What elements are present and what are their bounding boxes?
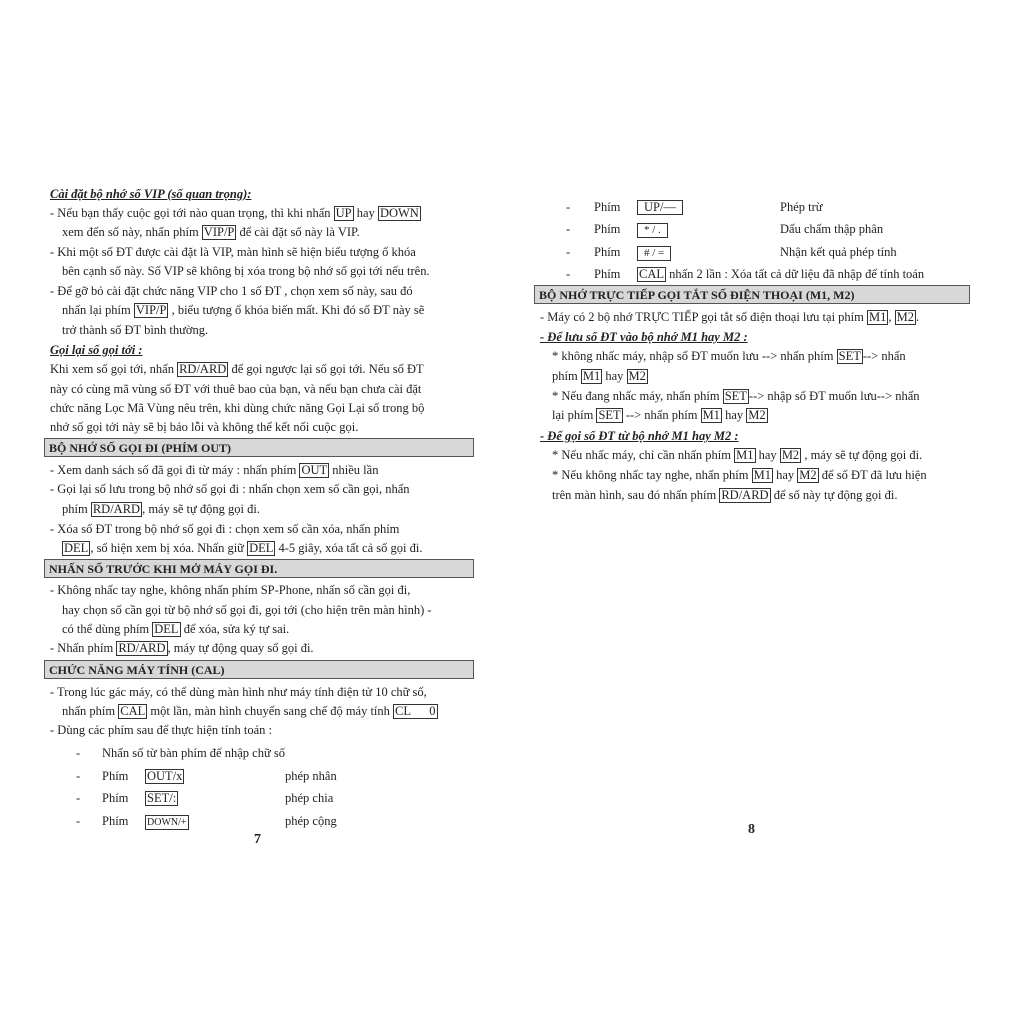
key-m2: M2 <box>781 448 800 462</box>
redial-line-1: Khi xem số gọi tới, nhấn RD/ARD để gọi ngược lại số gọi tới. Nếu số ĐT <box>50 362 424 376</box>
redial-line-3: chức năng Lọc Mã Vùng nêu trên, khi dùng chức năng Gọi Lại số trong bộ <box>50 401 425 415</box>
cal-line-4-dash: - <box>76 746 81 760</box>
mem-header: BỘ NHỚ TRỰC TIẾP GỌI TẮT SỐ ĐIỆN THOẠI (M1, M2) <box>534 285 970 304</box>
out-line-3: phím RD/ARD , máy sẽ tự động gọi đi. <box>62 502 260 516</box>
key-m2: M2 <box>896 310 914 324</box>
key-cal: CAL <box>639 267 664 281</box>
cal-header: CHỨC NĂNG MÁY TÍNH (CAL) <box>44 660 474 679</box>
key-m1: M1 <box>736 448 754 462</box>
vip-line-7: trở thành số ĐT bình thường. <box>62 323 209 337</box>
key-down-plus: DOWN/+ <box>147 817 187 828</box>
mem-line-5: lại phím SET --> nhấn phím M1 hay M2 <box>552 408 766 422</box>
key-rdard: RD/ARD <box>721 488 769 502</box>
vip-line-3: - Khi một số ĐT được cài đặt là VIP, màn hình sẽ hiện biểu tượng ổ khóa <box>50 245 416 259</box>
key-m1: M1 <box>702 408 720 422</box>
dial-line-3: có thể dùng phím DEL để xóa, sửa ký tự sai. <box>62 622 290 636</box>
out-line-4: - Xóa số ĐT trong bộ nhớ số gọi đi : chọn xem số cần xóa, nhấn phím <box>50 522 400 536</box>
redial-title: Gọi lại số gọi tới : <box>50 343 143 357</box>
mem-subtitle-save: - Để lưu số ĐT vào bộ nhớ M1 hay M2 : <box>540 330 748 344</box>
key-m2: M2 <box>748 408 766 422</box>
mem-line-7: * Nếu không nhấc tay nghe, nhấn phím M1 hay M2 để số ĐT đã lưu hiện <box>552 468 927 482</box>
key-rdard: RD/ARD <box>92 502 141 516</box>
key-m1: M1 <box>582 369 601 383</box>
key-m1: M1 <box>869 310 887 324</box>
key-del: DEL <box>64 541 89 555</box>
key-star: * / . <box>637 223 668 238</box>
mem-line-1: - Máy có 2 bộ nhớ TRỰC TIẾP gọi tắt số điện thoại lưu tại phím M1 , M2 . <box>540 310 920 324</box>
cal-line-1: - Trong lúc gác máy, có thể dùng màn hình như máy tính điện tử 10 chữ số, <box>50 685 427 699</box>
out-header: BỘ NHỚ SỐ GỌI ĐI (PHÍM OUT) <box>44 438 474 457</box>
key-set: SET <box>724 389 747 403</box>
vip-line-4: bên cạnh số này. Số VIP sẽ không bị xóa trong bộ nhớ số gọi tới nếu trên. <box>62 264 430 278</box>
mem-line-2: * không nhấc máy, nhập số ĐT muốn lưu --> nhấn phím SET --> nhấn <box>552 349 906 363</box>
cal-line-2: nhấn phím CAL một lần, màn hình chuyển sang chế độ máy tính CL 0 <box>62 704 436 718</box>
key-vip: VIP/P <box>135 303 167 317</box>
vip-line-6: nhấn lại phím VIP/P , biểu tượng ổ khóa biến mất. Khi đó số ĐT này sẽ <box>62 303 425 317</box>
dial-line-1: - Không nhấc tay nghe, không nhấn phím SP-Phone, nhấn số cần gọi đi, <box>50 583 411 597</box>
key-rdard: RD/ARD <box>118 641 166 655</box>
key-up: UP <box>335 206 352 220</box>
vip-line-1: - Nếu bạn thấy cuộc gọi tới nào quan trọng, thì khi nhấn UP hay DOWN <box>50 206 419 220</box>
out-line-2: - Gọi lại số lưu trong bộ nhớ số gọi đi : nhấn chọn xem số cần gọi, nhấn <box>50 482 410 496</box>
key-outx: OUT/x <box>147 769 183 783</box>
key-down: DOWN <box>379 206 419 220</box>
out-line-1: - Xem danh sách số đã gọi đi từ máy : nhấn phím OUT nhiều lần <box>50 463 379 477</box>
dial-header: NHẤN SỐ TRƯỚC KHI MỞ MÁY GỌI ĐI. <box>44 559 474 578</box>
dial-line-2: hay chọn số cần gọi từ bộ nhớ số gọi đi, gọi tới (cho hiện trên màn hình) - <box>62 603 432 617</box>
vip-title: Cài đặt bộ nhớ số VIP (số quan trọng): <box>50 187 252 201</box>
dial-line-4: - Nhấn phím RD/ARD , máy tự động quay số gọi đi. <box>50 641 314 655</box>
vip-line-2: xem đến số này, nhấn phím VIP/P để cài đặt số này là VIP. <box>62 225 360 239</box>
key-m2: M2 <box>628 369 646 383</box>
mem-line-6: * Nếu nhấc máy, chỉ cần nhấn phím M1 hay M2 , máy sẽ tự động gọi đi. <box>552 448 923 462</box>
redial-line-4: nhớ số gọi tới này sẽ bị báo lỗi và không thể kết nối cuộc gọi. <box>50 420 359 434</box>
page-number: 8 <box>748 822 755 837</box>
key-rdard: RD/ARD <box>179 362 227 376</box>
mem-line-4: * Nếu đang nhấc máy, nhấn phím SET --> nhập số ĐT muốn lưu--> nhấn <box>552 389 920 403</box>
page-number: 7 <box>254 832 261 847</box>
mem-subtitle-call: - Để gọi số ĐT từ bộ nhớ M1 hay M2 : <box>540 429 739 443</box>
cal-line-4: Nhấn số từ bàn phím để nhập chữ số <box>102 746 285 760</box>
key-vip: VIP/P <box>203 225 235 239</box>
key-set: SET/: <box>147 791 177 805</box>
key-m1: M1 <box>753 468 771 482</box>
cal-display: CL 0 <box>395 704 436 718</box>
key-del: DEL <box>154 622 179 636</box>
key-cal: CAL <box>120 704 146 718</box>
key-set: SET <box>598 408 621 422</box>
key-m2: M2 <box>799 468 817 482</box>
key-del: DEL <box>249 541 274 555</box>
key-up-minus: UP/— <box>637 200 683 215</box>
out-line-5: DEL , số hiện xem bị xóa. Nhấn giữ DEL 4-5 giây, xóa tất cả số gọi đi. <box>64 541 423 555</box>
redial-line-2: này có cùng mã vùng số ĐT với thuê bao của bạn, và nếu bạn chưa cài đặt <box>50 382 422 396</box>
key-set: SET <box>838 349 861 363</box>
key-out: OUT <box>301 463 328 477</box>
mem-line-8: trên màn hình, sau đó nhấn phím RD/ARD để số này tự động gọi đi. <box>552 488 898 502</box>
vip-line-5: - Để gỡ bỏ cài đặt chức năng VIP cho 1 số ĐT , chọn xem số này, sau đó <box>50 284 413 298</box>
key-hash: # / = <box>637 246 671 261</box>
cal-line-3: - Dùng các phím sau để thực hiện tính toán : <box>50 723 272 737</box>
mem-line-3: phím M1 hay M2 <box>552 369 646 383</box>
